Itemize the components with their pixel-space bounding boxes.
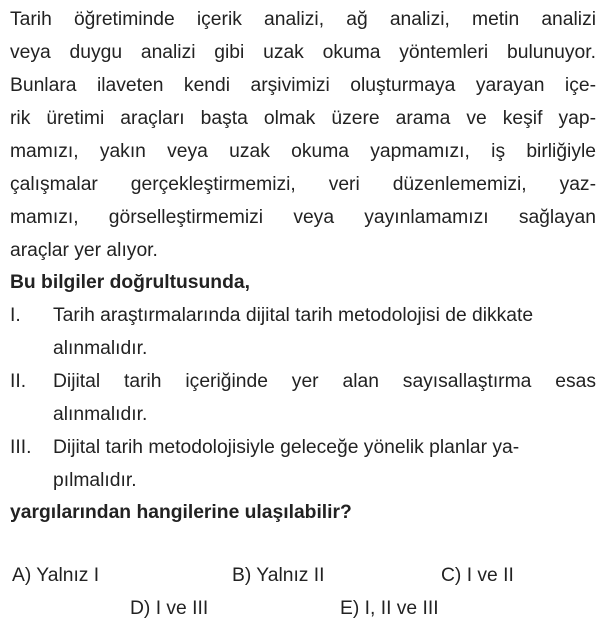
statement-numeral: I. [10,305,21,326]
passage-line: mamızı, görselleştirmemizi veya yayınlamamızı sağlayan [10,207,596,228]
statement-line: Dijital tarih metodolojisiyle geleceğe yönelik planlar ya- [53,437,520,458]
option-e[interactable]: E) I, II ve III [340,598,439,619]
statement-line: alınmalıdır. [53,338,148,359]
option-a[interactable]: A) Yalnız I [12,565,100,586]
passage-line: Tarih öğretiminde içerik analizi, ağ analizi, metin analizi [10,9,596,30]
option-d[interactable]: D) I ve III [130,598,209,619]
option-c[interactable]: C) I ve II [441,565,514,586]
passage-line: Bunlara ilaveten kendi arşivimizi oluşturmaya yarayan içe- [10,75,596,96]
passage-line: rik üretimi araçları başta olmak üzere arama ve keşif yap- [10,108,596,129]
passage-line: çalışmalar gerçekleştirmemizi, veri düzenlememizi, yaz- [10,174,596,195]
passage-line: veya duygu analizi gibi uzak okuma yöntemleri bulunuyor. [10,42,596,63]
statement-line: Dijital tarih içeriğinde yer alan sayısallaştırma esas [53,371,596,392]
statement-numeral: II. [10,371,27,392]
passage-line: araçlar yer alıyor. [10,240,158,261]
question-lead: Bu bilgiler doğrultusunda, [10,272,250,293]
statement-line: pılmalıdır. [53,470,137,491]
passage-line: mamızı, yakın veya uzak okuma yapmamızı, iş birliğiyle [10,141,596,162]
option-b[interactable]: B) Yalnız II [232,565,325,586]
statement-line: Tarih araştırmalarında dijital tarih metodolojisi de dikkate [53,305,534,326]
statement-numeral: III. [10,437,32,458]
statement-line: alınmalıdır. [53,404,148,425]
question-text: yargılarından hangilerine ulaşılabilir? [10,502,352,523]
